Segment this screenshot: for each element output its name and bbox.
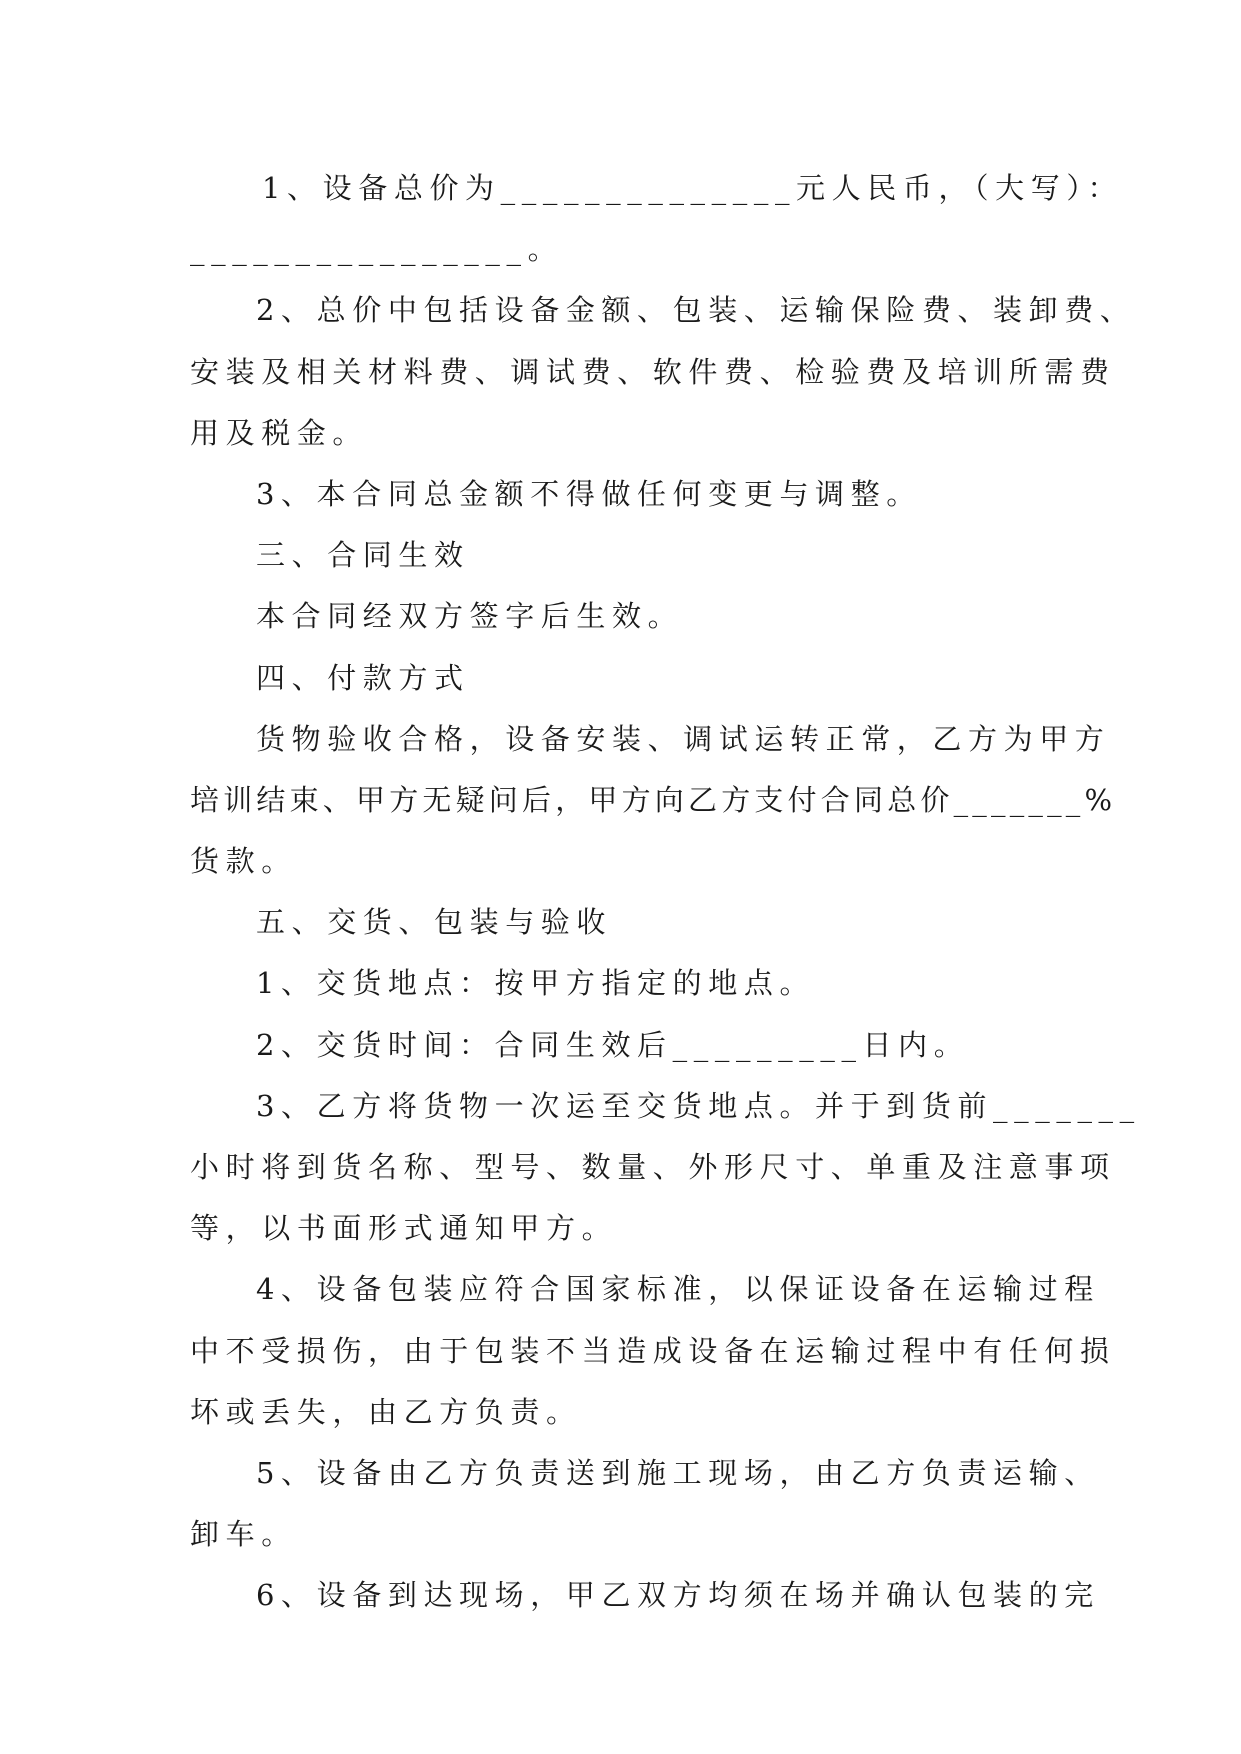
clause-line-4: 安装及相关材料费、调试费、软件费、检验费及培训所需费	[190, 354, 1116, 389]
clause-line-5: 用及税金。	[190, 415, 369, 450]
clause-line-21: 坏或丢失，由乙方负责。	[190, 1394, 582, 1429]
clause-line-16: 3、乙方将货物一次运至交货地点。并于到货前_______	[256, 1088, 1141, 1123]
clause-line-8: 本合同经双方签字后生效。	[256, 599, 684, 634]
clause-line-23: 卸车。	[190, 1517, 297, 1552]
section-heading-4: 四、付款方式	[256, 660, 470, 695]
section-heading-5: 五、交货、包装与验收	[256, 905, 613, 940]
clause-line-15: 2、交货时间：合同生效后_________日内。	[256, 1027, 970, 1062]
clause-line-17: 小时将到货名称、型号、数量、外形尺寸、单重及注意事项	[190, 1150, 1116, 1184]
clause-line-2: ________________。	[190, 232, 564, 267]
clause-line-22: 5、设备由乙方负责送到施工现场，由乙方负责运输、	[256, 1455, 1100, 1490]
clause-line-24: 6、设备到达现场，甲乙双方均须在场并确认包装的完	[256, 1578, 1100, 1613]
clause-line-12: 货款。	[190, 844, 297, 879]
clause-line-19: 4、设备包装应符合国家标准，以保证设备在运输过程	[256, 1272, 1100, 1307]
clause-line-14: 1、交货地点：按甲方指定的地点。	[256, 966, 816, 1001]
clause-line-1: 1、设备总价为______________元人民币，（大写）：	[262, 171, 1124, 205]
clause-line-20: 中不受损伤，由于包装不当造成设备在运输过程中有任何损	[190, 1333, 1116, 1368]
clause-line-3: 2、总价中包括设备金额、包装、运输保险费、装卸费、	[256, 293, 1136, 328]
clause-line-11: 培训结束、甲方无疑问后，甲方向乙方支付合同总价_______%	[190, 782, 1117, 817]
section-heading-3: 三、合同生效	[256, 538, 470, 573]
document-body	[190, 158, 1141, 1627]
clause-line-18: 等，以书面形式通知甲方。	[190, 1211, 618, 1246]
clause-line-10: 货物验收合格，设备安装、调试运转正常，乙方为甲方	[256, 721, 1111, 756]
clause-line-6: 3、本合同总金额不得做任何变更与调整。	[256, 476, 922, 511]
